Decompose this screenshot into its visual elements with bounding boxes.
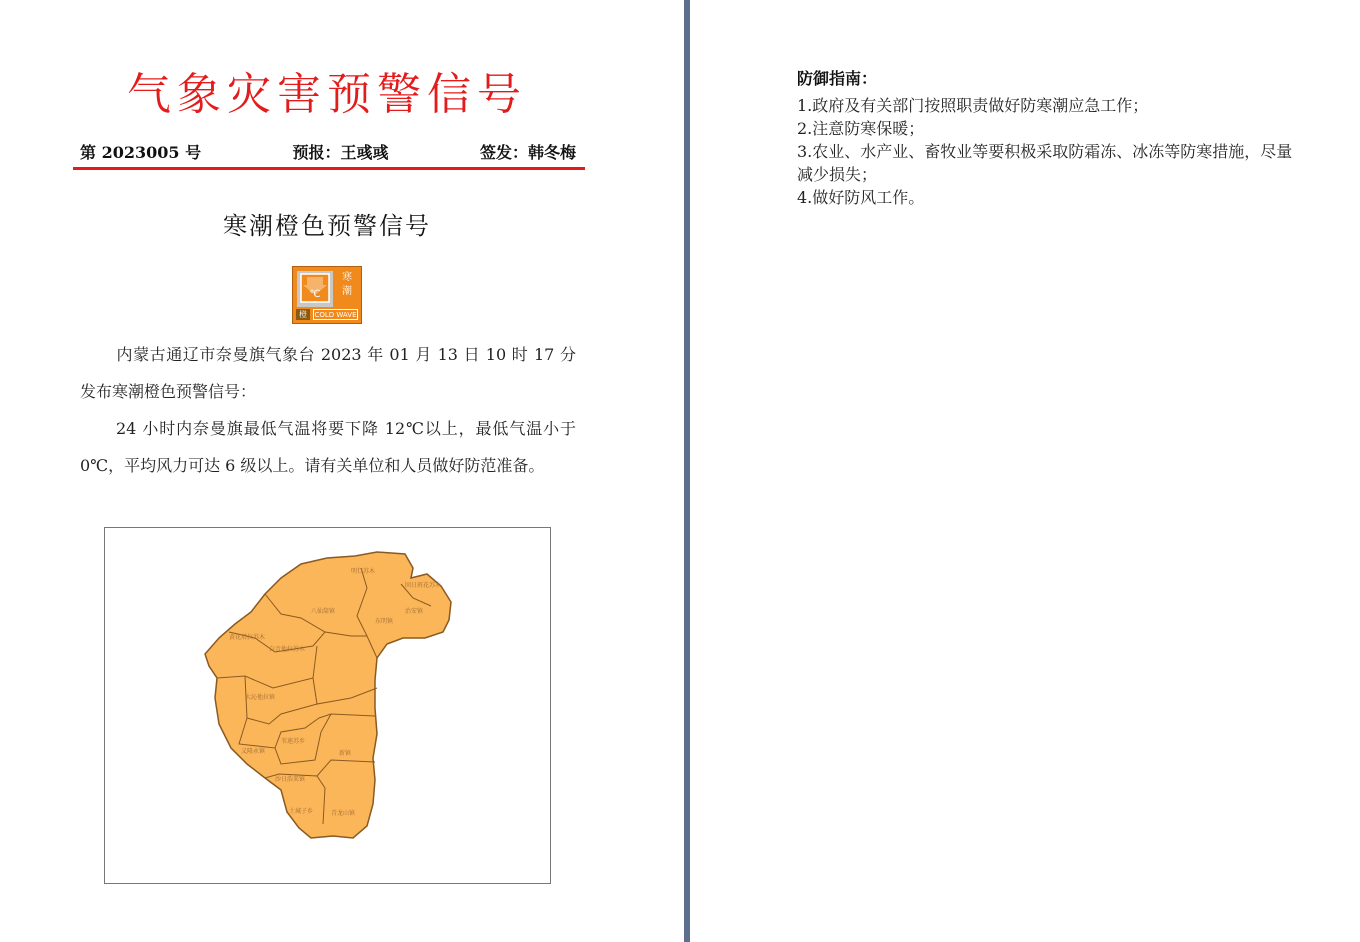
map-label: 沙日浩来镇: [275, 776, 306, 783]
guide-item: 4.做好防风工作。: [797, 188, 925, 207]
forecaster: 预报：王彧彧: [292, 143, 389, 162]
map-label: 明仁苏木: [351, 568, 376, 575]
map-label: 土城子乡: [289, 808, 314, 815]
signal-title: 寒潮橙色预警信号: [223, 212, 431, 240]
document-title: 气象灾害预警信号: [127, 69, 527, 120]
issuer: 签发：韩冬梅: [479, 143, 576, 162]
icon-caption: COLD WAVE: [314, 311, 357, 319]
paragraph-issue: 内蒙古通辽市奈曼旗气象台 2023 年 01 月 13 日 10 时 17 分发布寒潮橙色预警信号：: [80, 345, 576, 401]
map-label: 大沁他拉镇: [245, 694, 276, 701]
thermometer-down-icon: [297, 271, 333, 307]
map-label: 青龙山镇: [331, 810, 356, 817]
issue-number: 第 2023005 号: [80, 143, 202, 162]
map-label: 东明镇: [375, 618, 394, 625]
map-label: 苇莲苏乡: [281, 738, 306, 745]
icon-label: 寒 潮: [342, 272, 352, 297]
header-meta-row: [80, 140, 576, 163]
cold-wave-orange-icon: [292, 266, 362, 324]
paragraph-forecast: 24 小时内奈曼旗最低气温将要下降 12℃以上，最低气温小于 0℃，平均风力可达 6 级以上。请有关单位和人员做好防范准备。: [80, 419, 576, 475]
guide-item: 2.注意防寒保暖；: [797, 119, 925, 138]
guide-item: 1.政府及有关部门按照职责做好防寒潮应急工作；: [797, 96, 1149, 115]
map-label: 八仙筒镇: [311, 608, 336, 615]
icon-level-label: 橙: [296, 309, 310, 320]
guide-item: 3.农业、水产业、畜牧业等要积极采取防霜冻、冰冻等防寒措施，尽量减少损失；: [797, 142, 1293, 184]
map-label: 黄花塔拉苏木: [229, 634, 266, 641]
defense-guide-title: 防御指南：: [797, 69, 878, 88]
map-label: 白音他拉苏木: [269, 646, 306, 653]
map-label: 新镇: [339, 750, 352, 757]
map-label: 治安镇: [405, 608, 424, 615]
map-label: 固日班花苏木: [405, 582, 442, 589]
warning-area-map: [104, 527, 551, 884]
red-divider-line: [73, 167, 585, 170]
map-label: 义隆永镇: [241, 748, 266, 755]
svg-text:℃: ℃: [309, 289, 321, 300]
defense-guide-list: [797, 94, 1297, 209]
